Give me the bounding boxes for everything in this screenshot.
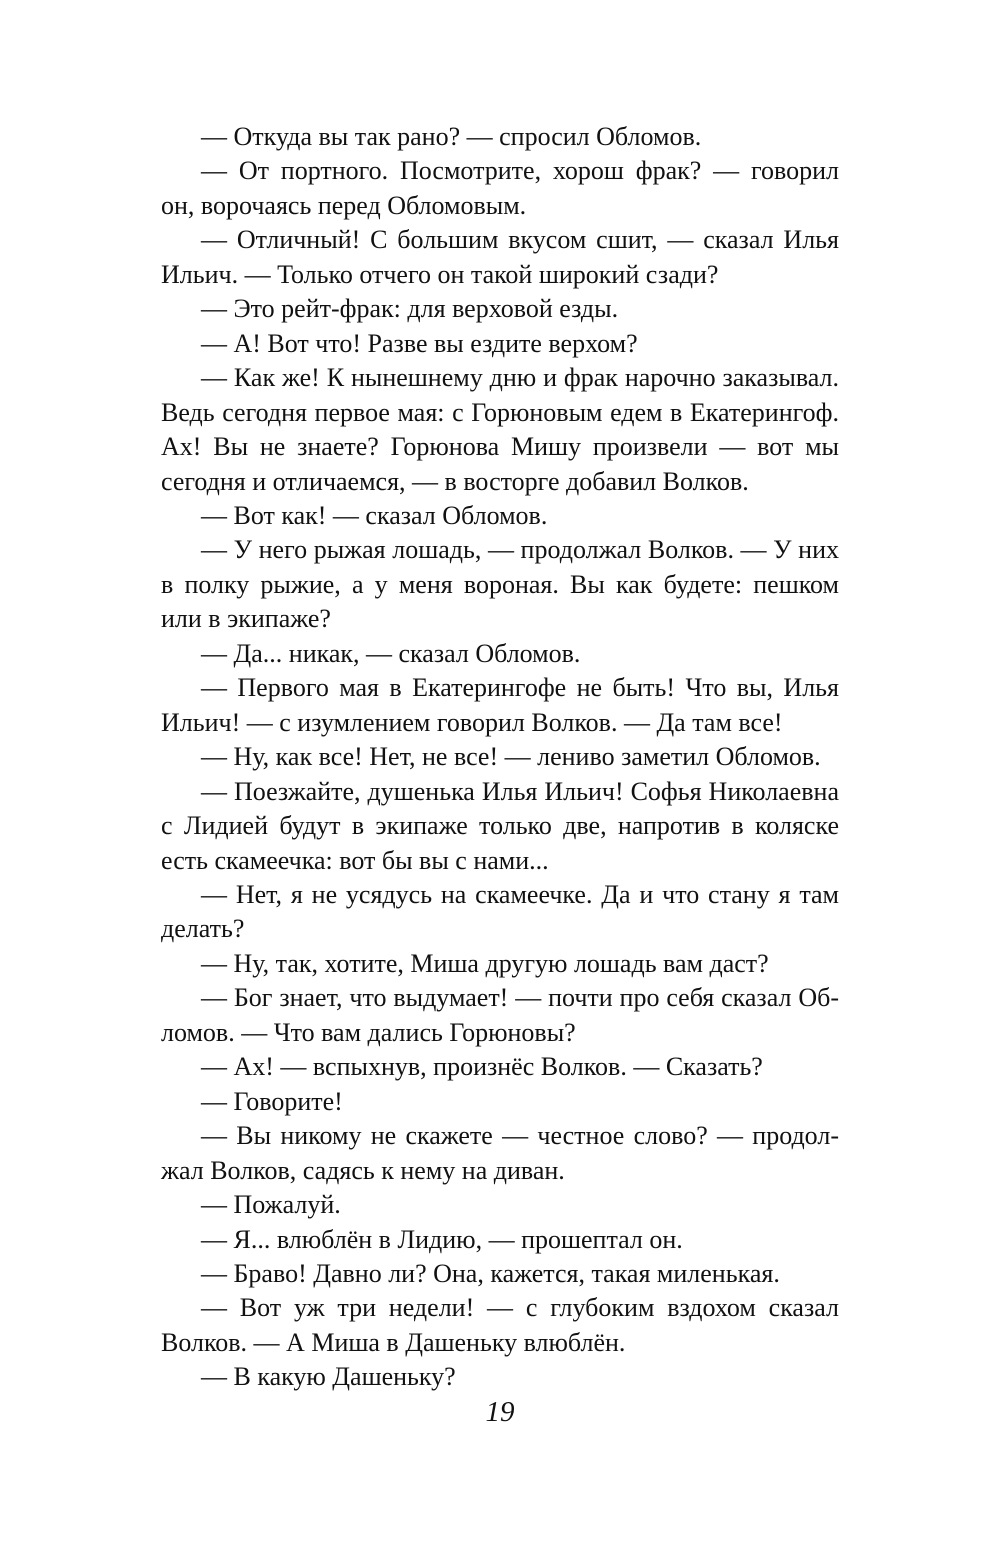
paragraph: — Ах! — вспыхнув, произнёс Волков. — Сказать? xyxy=(201,1052,763,1082)
paragraph: — Пожалуй. xyxy=(201,1190,341,1220)
paragraph: — От портного. Посмотрите, хорош фрак? — говорил он, ворочаясь перед Обломовым. xyxy=(161,156,839,220)
paragraph: — Говорите! xyxy=(201,1086,343,1116)
paragraph: — Нет, я не усядусь на скамеечке. Да и что стану я там делать? xyxy=(161,879,839,944)
paragraph: — В какую Дашеньку? xyxy=(201,1362,456,1392)
paragraph: — Первого мая в Екатерингофе не быть! Что вы, Илья Ильич! — с изумлением говорил Волков. — Да там все! xyxy=(161,673,839,737)
paragraph: — Откуда вы так рано? — спросил Обломов. xyxy=(201,122,702,151)
paragraph: — Я... влюблён в Лидию, — прошептал он. xyxy=(201,1224,683,1254)
paragraph: — Да... никак, — сказал Обломов. xyxy=(201,638,581,668)
paragraph: — У него рыжая лошадь, — продолжал Волков. — У них в полку рыжие, а у меня вороная. Вы как будете: пешком или в экипаже? xyxy=(161,535,839,634)
paragraph: — Бог знает, что выдумает! — почти про себя сказал Обломов. — Что вам дались Горюновы? xyxy=(161,983,839,1047)
paragraph: — Вы никому не скажете — честное слово? — продолжал Волков, садясь к нему на диван. xyxy=(161,1121,839,1185)
page-number: 19 xyxy=(485,1396,515,1428)
paragraph: — Вот уж три недели! — с глубоким вздохом сказал Волков. — А Миша в Дашеньку влюблён. xyxy=(161,1293,839,1357)
paragraph: — Ну, как все! Нет, не все! — лениво заметил Обломов. xyxy=(201,742,821,772)
paragraph: — Поезжайте, душенька Илья Ильич! Софья Николаевна с Лидией будут в экипаже только две, напротив в коляске есть скамеечка: вот бы вы с нами... xyxy=(161,776,839,875)
paragraph: — Браво! Давно ли? Она, кажется, такая миленькая. xyxy=(201,1258,780,1288)
paragraph: — Ну, так, хотите, Миша другую лошадь вам даст? xyxy=(201,948,769,978)
paragraph: — А! Вот что! Разве вы ездите верхом? xyxy=(201,328,638,358)
paragraph: — Отличный! С большим вкусом сшит, — сказал Илья Ильич. — Только отчего он такой широкий сзади? xyxy=(161,225,839,289)
paragraph: — Это рейт-фрак: для верховой езды. xyxy=(201,294,619,324)
paragraph: — Как же! К нынешнему дню и фрак нарочно заказывал. Ведь сегодня первое мая: с Горюновым едем в Екатерингоф. Ах! Вы не знаете? Горюнова Мишу произвели — вот мы сегодня и отличаемся, — в восторге добавил Волков. xyxy=(161,363,839,496)
body-text xyxy=(161,120,839,1395)
paragraph: — Вот как! — сказал Обломов. xyxy=(201,500,548,530)
